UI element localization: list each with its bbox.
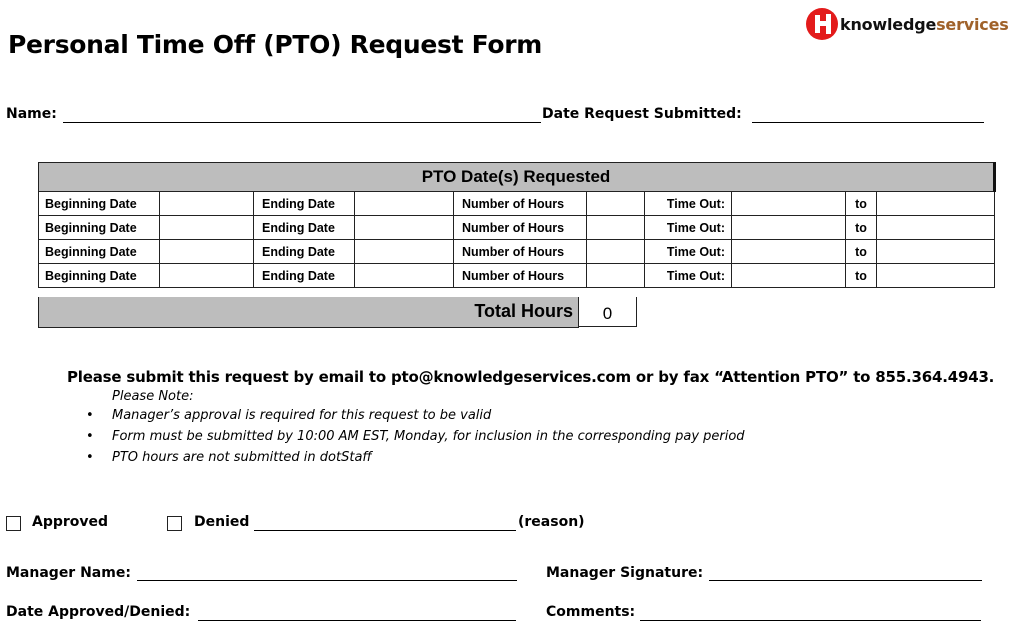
time-out-label: Time Out: [645, 192, 732, 216]
beginning-date-label: Beginning Date [39, 240, 160, 264]
company-logo [806, 6, 1009, 42]
knowledge-services-logo-icon [806, 8, 838, 40]
hours-input[interactable] [587, 192, 645, 216]
denied-reason-field[interactable] [254, 530, 516, 531]
notes-list [86, 408, 745, 471]
manager-name-field[interactable] [137, 580, 517, 581]
hours-label: Number of Hours [454, 216, 587, 240]
denied-label: Denied [194, 514, 250, 530]
submit-instructions: Please submit this request by email to pto@knowledgeservices.com or by fax “Attention PTO” to 855.364.4943. [67, 368, 995, 386]
pto-table-heading-row [39, 163, 995, 192]
ending-date-input[interactable] [355, 240, 454, 264]
time-out-to-input[interactable] [877, 216, 995, 240]
total-hours-band [38, 297, 579, 328]
beginning-date-input[interactable] [160, 240, 254, 264]
manager-name-label: Manager Name: [6, 565, 131, 581]
time-out-label: Time Out: [645, 240, 732, 264]
hours-label: Number of Hours [454, 192, 587, 216]
beginning-date-input[interactable] [160, 264, 254, 288]
hours-label: Number of Hours [454, 264, 587, 288]
ending-date-label: Ending Date [254, 240, 355, 264]
hours-input[interactable] [587, 240, 645, 264]
hours-label: Number of Hours [454, 240, 587, 264]
to-label: to [846, 240, 877, 264]
beginning-date-input[interactable] [160, 216, 254, 240]
to-label: to [846, 264, 877, 288]
list-item: • Manager’s approval is required for this request to be valid [86, 408, 745, 429]
comments-field[interactable] [640, 620, 981, 621]
ending-date-label: Ending Date [254, 216, 355, 240]
beginning-date-label: Beginning Date [39, 264, 160, 288]
note-title: Please Note: [112, 389, 194, 404]
hours-input[interactable] [587, 216, 645, 240]
to-label: to [846, 216, 877, 240]
table-row [39, 216, 995, 240]
time-out-label: Time Out: [645, 216, 732, 240]
reason-label: (reason) [518, 514, 585, 530]
date-approved-field[interactable] [198, 620, 516, 621]
table-row [39, 192, 995, 216]
table-row [39, 240, 995, 264]
list-item: • Form must be submitted by 10:00 AM EST, Monday, for inclusion in the corresponding pay period [86, 429, 745, 450]
denied-checkbox[interactable] [167, 516, 182, 531]
date-approved-label: Date Approved/Denied: [6, 604, 191, 620]
total-hours-value: 0 [578, 297, 637, 327]
comments-label: Comments: [546, 604, 636, 620]
time-out-label: Time Out: [645, 264, 732, 288]
date-submitted-label: Date Request Submitted: [542, 106, 742, 122]
approved-checkbox[interactable] [6, 516, 21, 531]
pto-dates-table [38, 162, 996, 288]
time-out-from-input[interactable] [732, 192, 846, 216]
time-out-from-input[interactable] [732, 216, 846, 240]
ending-date-input[interactable] [355, 264, 454, 288]
to-label: to [846, 192, 877, 216]
bullet-icon: • [86, 408, 94, 423]
beginning-date-input[interactable] [160, 192, 254, 216]
table-row [39, 264, 995, 288]
pto-table-heading: PTO Date(s) Requested [39, 163, 995, 192]
total-hours-label: Total Hours [474, 301, 573, 321]
manager-signature-field[interactable] [709, 580, 982, 581]
time-out-to-input[interactable] [877, 192, 995, 216]
ending-date-label: Ending Date [254, 192, 355, 216]
hours-input[interactable] [587, 264, 645, 288]
beginning-date-label: Beginning Date [39, 216, 160, 240]
date-submitted-field[interactable] [752, 122, 984, 123]
bullet-icon: • [86, 429, 94, 444]
list-item: • PTO hours are not submitted in dotStaff [86, 450, 745, 471]
ending-date-input[interactable] [355, 216, 454, 240]
time-out-to-input[interactable] [877, 240, 995, 264]
beginning-date-label: Beginning Date [39, 192, 160, 216]
name-label: Name: [6, 106, 57, 122]
approved-label: Approved [32, 514, 109, 530]
time-out-to-input[interactable] [877, 264, 995, 288]
time-out-from-input[interactable] [732, 240, 846, 264]
logo-wordmark: knowledgeservices [840, 14, 1009, 34]
ending-date-label: Ending Date [254, 264, 355, 288]
ending-date-input[interactable] [355, 192, 454, 216]
time-out-from-input[interactable] [732, 264, 846, 288]
bullet-icon: • [86, 450, 94, 465]
manager-signature-label: Manager Signature: [546, 565, 704, 581]
name-field[interactable] [63, 122, 541, 123]
page-title: Personal Time Off (PTO) Request Form [8, 30, 543, 59]
